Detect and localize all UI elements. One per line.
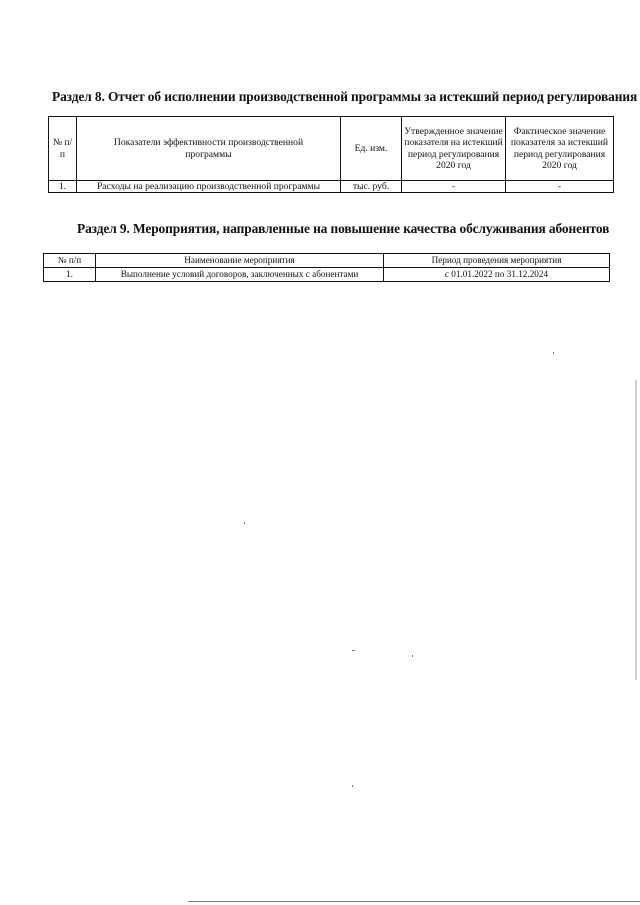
header-actual: Фактическое значение показателя за истекший период регулирования 2020 год: [506, 117, 614, 181]
cell-period: с 01.01.2022 по 31.12.2024: [384, 268, 610, 282]
header-num: № п/п: [49, 117, 77, 181]
production-program-report-table: [48, 116, 614, 193]
header-name: Наименование мероприятия: [96, 254, 384, 268]
scan-bottom-line: [188, 901, 640, 902]
header-num: № п/п: [44, 254, 96, 268]
scan-speck: [352, 650, 355, 651]
header-approved: Утвержденное значение показателя на истекший период регулирования 2020 год: [402, 117, 506, 181]
table-row: [44, 268, 610, 282]
cell-num: 1.: [49, 181, 77, 193]
table-header-row: [44, 254, 610, 268]
cell-approved: -: [402, 181, 506, 193]
cell-unit: тыс. руб.: [341, 181, 402, 193]
cell-num: 1.: [44, 268, 96, 282]
table-header-row: [49, 117, 614, 181]
scan-speck: [244, 522, 245, 524]
scan-speck: [553, 352, 554, 354]
section-8-title: Раздел 8. Отчет об исполнении производственной программы за истекший период регулирования: [52, 89, 638, 104]
table-row: [49, 181, 614, 193]
header-unit: Ед. изм.: [341, 117, 402, 181]
scan-speck: [352, 785, 353, 787]
cell-actual: -: [506, 181, 614, 193]
section-9-title: Раздел 9. Мероприятия, направленные на повышение качества обслуживания абонентов: [77, 221, 610, 236]
cell-name: Выполнение условий договоров, заключенных с абонентами: [96, 268, 384, 282]
scan-edge-mark: [635, 380, 637, 680]
cell-indicator: Расходы на реализацию производственной программы: [77, 181, 341, 193]
header-period: Период проведения мероприятия: [384, 254, 610, 268]
scan-speck: [412, 655, 413, 657]
service-quality-measures-table: [43, 253, 610, 282]
header-indicator: Показатели эффективности производственной программы: [77, 117, 341, 181]
